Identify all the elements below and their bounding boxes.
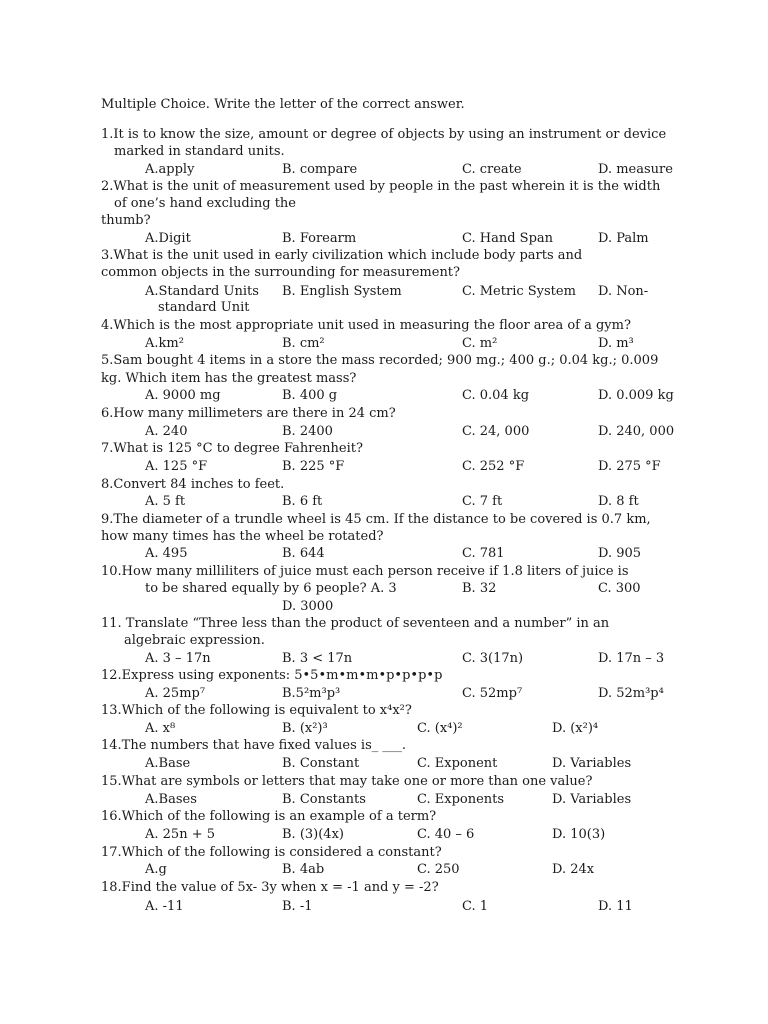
question-11-text: 11. Translate “Three less than the product of seventeen and a number” in an [101, 616, 610, 631]
question-7-option-a: A. 125 °F [145, 459, 208, 474]
question-9-option-a: A. 495 [145, 546, 188, 561]
question-16-option-a: A. 25n + 5 [145, 827, 215, 842]
question-5-option-c: C. 0.04 kg [462, 388, 530, 403]
question-7-option-d: D. 275 °F [598, 459, 661, 474]
question-7-text: 7.What is 125 °C to degree Fahrenheit? [101, 441, 363, 456]
instructions: Multiple Choice. Write the letter of the correct answer. [101, 97, 465, 112]
question-3-option-b: B. English System [282, 284, 402, 299]
question-4-text: 4.Which is the most appropriate unit used in measuring the floor area of a gym? [101, 318, 631, 333]
question-3-option-c: C. Metric System [462, 284, 576, 299]
question-16-option-d: D. 10(3) [552, 827, 606, 842]
question-10-option-d: D. 3000 [282, 599, 334, 614]
question-1-option-c: C. create [462, 162, 522, 177]
question-15-option-d: D. Variables [552, 792, 632, 807]
question-16-option-b: B. (3)(4x) [282, 827, 344, 842]
question-5-option-d: D. 0.009 kg [598, 388, 674, 403]
question-4-option-c: C. m² [462, 336, 498, 351]
question-16-option-c: C. 40 – 6 [417, 827, 475, 842]
question-4-option-a: A.km² [145, 336, 184, 351]
question-6-option-d: D. 240, 000 [598, 424, 675, 439]
question-9-text-cont: how many times has the wheel be rotated? [101, 529, 384, 544]
question-18-option-a: A. -11 [145, 899, 184, 914]
question-18-text: 18.Find the value of 5x- 3y when x = -1 and y = -2? [101, 880, 439, 895]
question-11-option-a: A. 3 – 17n [145, 651, 211, 666]
question-18-option-b: B. -1 [282, 899, 313, 914]
question-2-text-cont: of one’s hand excluding the [114, 196, 296, 211]
question-9-option-c: C. 781 [462, 546, 505, 561]
question-12-option-c: C. 52mp⁷ [462, 686, 523, 701]
question-5-option-b: B. 400 g [282, 388, 338, 403]
question-3-text-cont: common objects in the surrounding for measurement? [101, 265, 461, 280]
question-9-option-b: B. 644 [282, 546, 325, 561]
question-1-option-b: B. compare [282, 162, 358, 177]
question-2-option-b: B. Forearm [282, 231, 357, 246]
question-2-text: 2.What is the unit of measurement used by people in the past wherein it is the width [101, 179, 661, 194]
question-13-option-c: C. (x⁴)² [417, 721, 463, 736]
question-3-text: 3.What is the unit used in early civilization which include body parts and [101, 248, 583, 263]
question-13-option-b: B. (x²)³ [282, 721, 328, 736]
question-15-option-b: B. Constants [282, 792, 366, 807]
question-9-text: 9.The diameter of a trundle wheel is 45 cm. If the distance to be covered is 0.7 km, [101, 512, 651, 527]
question-6-option-a: A. 240 [145, 424, 188, 439]
question-15-text: 15.What are symbols or letters that may take one or more than one value? [101, 774, 593, 789]
question-18-option-c: C. 1 [462, 899, 489, 914]
question-17-option-d: D. 24x [552, 862, 595, 877]
question-1-option-d: D. measure [598, 162, 673, 177]
question-5-option-a: A. 9000 mg [145, 388, 221, 403]
question-15-option-a: A.Bases [145, 792, 197, 807]
question-13-option-d: D. (x²)⁴ [552, 721, 599, 736]
question-8-text: 8.Convert 84 inches to feet. [101, 477, 285, 492]
question-15-option-c: C. Exponents [417, 792, 505, 807]
question-8-option-d: D. 8 ft [598, 494, 639, 509]
question-12-option-a: A. 25mp⁷ [145, 686, 206, 701]
question-17-option-a: A.g [145, 862, 167, 877]
question-14-option-c: C. Exponent [417, 756, 498, 771]
question-3-option-a: A.Standard Units [145, 284, 259, 299]
question-2-option-c: C. Hand Span [462, 231, 554, 246]
question-7-option-c: C. 252 °F [462, 459, 525, 474]
question-3-option-d: D. Non- [598, 284, 649, 299]
question-14-option-a: A.Base [145, 756, 191, 771]
question-17-option-b: B. 4ab [282, 862, 325, 877]
question-6-option-c: C. 24, 000 [462, 424, 530, 439]
question-5-text: 5.Sam bought 4 items in a store the mass recorded; 900 mg.; 400 g.; 0.04 kg.; 0.009 [101, 353, 659, 368]
question-7-option-b: B. 225 °F [282, 459, 345, 474]
question-11-option-c: C. 3(17n) [462, 651, 524, 666]
question-10-option-c: C. 300 [598, 581, 641, 596]
question-5-text-cont: kg. Which item has the greatest mass? [101, 371, 357, 386]
question-2-option-d: D. Palm [598, 231, 649, 246]
question-1-option-a: A.apply [145, 162, 195, 177]
question-13-option-a: A. x⁸ [145, 721, 176, 736]
question-8-option-b: B. 6 ft [282, 494, 323, 509]
question-6-text: 6.How many millimeters are there in 24 cm? [101, 406, 396, 421]
question-11-option-b: B. 3 < 17n [282, 651, 353, 666]
question-11-text-cont: algebraic expression. [124, 633, 265, 648]
question-8-option-a: A. 5 ft [145, 494, 186, 509]
question-10-text: 10.How many milliliters of juice must each person receive if 1.8 liters of juice is [101, 564, 629, 579]
question-6-option-b: B. 2400 [282, 424, 333, 439]
question-17-text: 17.Which of the following is considered a constant? [101, 845, 442, 860]
question-4-option-b: B. cm² [282, 336, 325, 351]
question-12-text: 12.Express using exponents: 5•5•m•m•m•p•p•p•p [101, 668, 443, 683]
question-14-option-b: B. Constant [282, 756, 360, 771]
question-18-option-d: D. 11 [598, 899, 633, 914]
question-14-text: 14.The numbers that have fixed values is_ ___. [101, 738, 407, 753]
question-1-text-cont: marked in standard units. [114, 144, 285, 159]
question-4-option-d: D. m³ [598, 336, 634, 351]
question-16-text: 16.Which of the following is an example of a term? [101, 809, 437, 824]
question-12-option-d: D. 52m³p⁴ [598, 686, 664, 701]
question-1-text: 1.It is to know the size, amount or degree of objects by using an instrument or device [101, 127, 667, 142]
question-12-option-b: B.5²m³p³ [282, 686, 341, 701]
question-11-option-d: D. 17n – 3 [598, 651, 665, 666]
question-3-option-d-cont: standard Unit [158, 300, 250, 315]
question-8-option-c: C. 7 ft [462, 494, 503, 509]
question-10-option-b: B. 32 [462, 581, 497, 596]
question-9-option-d: D. 905 [598, 546, 642, 561]
question-2-text-cont2: thumb? [101, 213, 151, 228]
question-2-option-a: A.Digit [145, 231, 191, 246]
question-10-text-cont: to be shared equally by 6 people? A. 3 [145, 581, 397, 596]
question-17-option-c: C. 250 [417, 862, 460, 877]
question-13-text: 13.Which of the following is equivalent to x⁴x²? [101, 703, 412, 718]
question-14-option-d: D. Variables [552, 756, 632, 771]
